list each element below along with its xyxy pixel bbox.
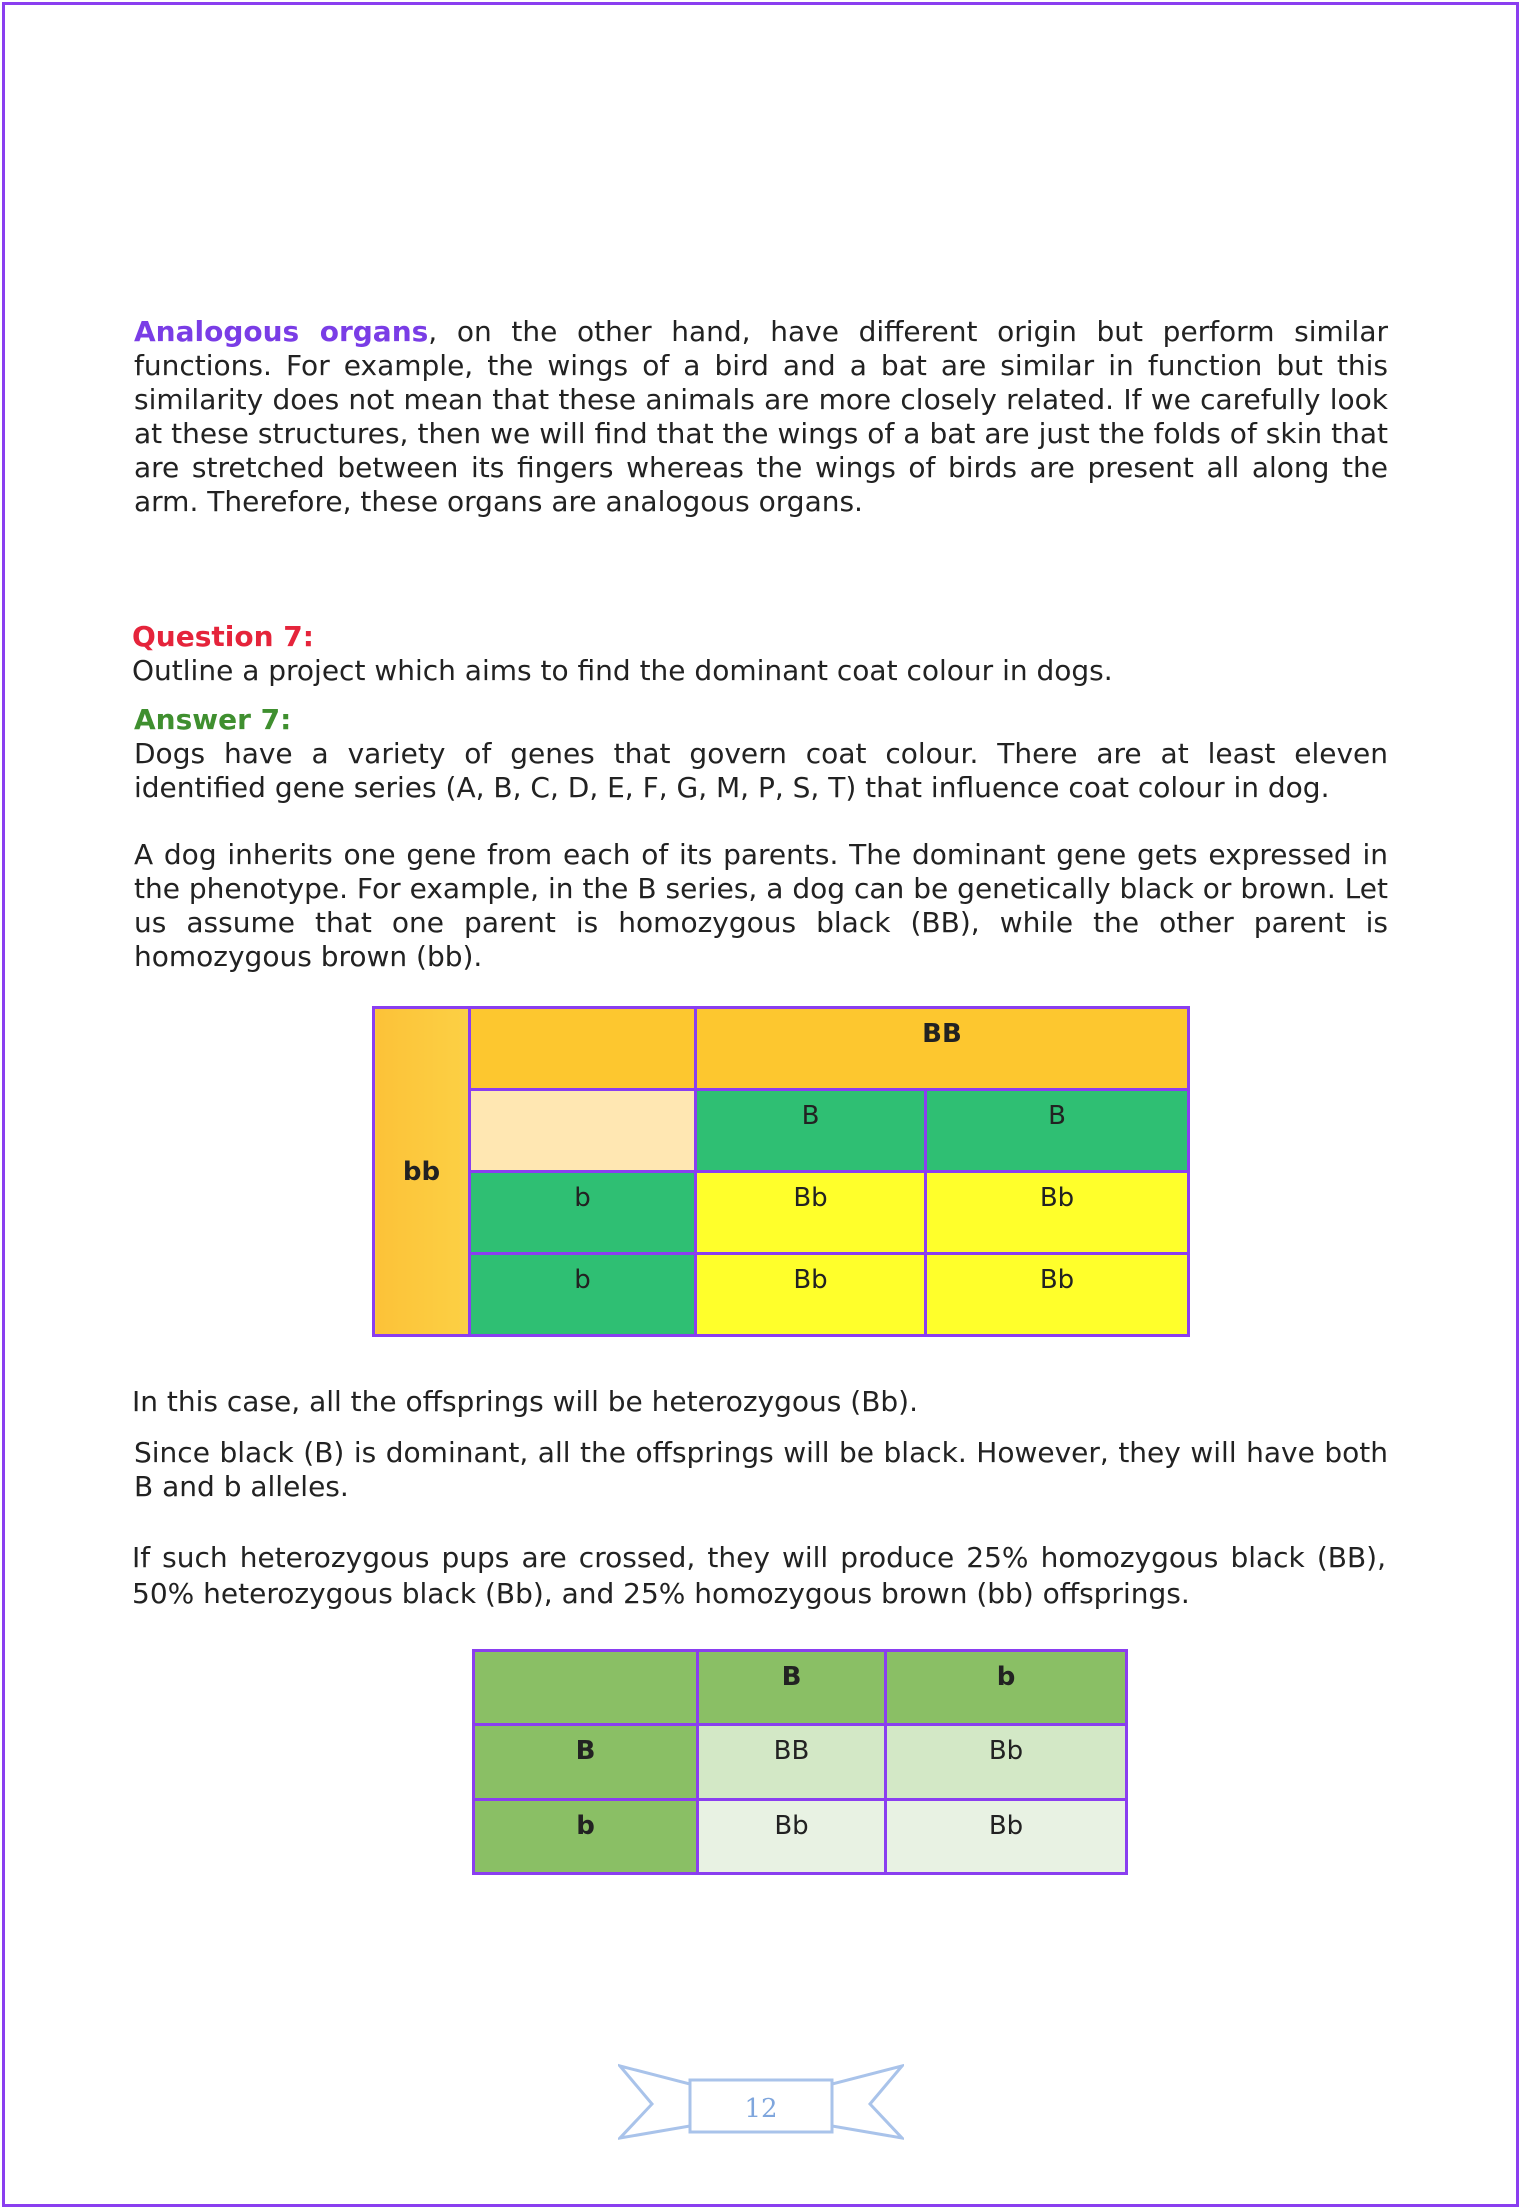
offspring-cell: Bb	[696, 1172, 926, 1254]
analogous-organs-paragraph	[134, 315, 1388, 519]
question-text: Outline a project which aims to find the dominant coat colour in dogs.	[132, 654, 1113, 687]
question-label-text: Question 7:	[132, 620, 314, 653]
answer-paragraph-2: A dog inherits one gene from each of its parents. The dominant gene gets expressed in the phenotype. For example, in the B series, a dog can be genetically black or brown. Let us assume that one parent is homozygous black (BB), while the other parent is homozygous brown (bb).	[134, 838, 1388, 973]
offspring-cell: Bb	[886, 1799, 1127, 1873]
side-parent-genotype: bb	[374, 1008, 470, 1336]
top-parent-genotype: BB	[696, 1008, 1189, 1090]
page-number: 12	[744, 2094, 778, 2124]
side-allele: b	[470, 1254, 696, 1336]
offspring-cell: Bb	[696, 1254, 926, 1336]
answer-paragraph-1: Dogs have a variety of genes that govern coat colour. There are at least eleven identified gene series (A, B, C, D, E, F, G, M, P, S, T) that influence coat colour in dog.	[134, 737, 1388, 804]
after-paragraph-2: Since black (B) is dominant, all the offsprings will be black. However, they will have both B and b alleles.	[134, 1436, 1388, 1503]
corner-cell	[470, 1008, 696, 1090]
top-allele: B	[696, 1090, 926, 1172]
top-allele: B	[926, 1090, 1189, 1172]
punnett-square-bb-x-bb	[372, 1006, 1190, 1337]
answer-label-text: Answer 7:	[134, 703, 292, 736]
answer-label	[134, 703, 1388, 737]
after-paragraph-1: In this case, all the offsprings will be heterozygous (Bb).	[132, 1385, 918, 1418]
question-label	[132, 620, 1386, 654]
offspring-cell: Bb	[698, 1799, 886, 1873]
offspring-cell: Bb	[926, 1254, 1189, 1336]
punnett-square-bb-x-bb-heterozygous	[472, 1649, 1128, 1875]
side-allele: b	[474, 1799, 698, 1873]
side-allele: B	[474, 1725, 698, 1799]
top-allele: B	[698, 1651, 886, 1725]
top-allele: b	[886, 1651, 1127, 1725]
corner-cell-inner	[470, 1090, 696, 1172]
offspring-cell: BB	[698, 1725, 886, 1799]
analogous-organs-text: , on the other hand, have different origin but perform similar functions. For example, the wings of a bird and a bat are similar in function but this similarity does not mean that these animals are more closely related. If we carefully look at these structures, then we will find that the wings of a bat are just the folds of skin that are stretched between its fingers whereas the wings of birds are present all along the arm. Therefore, these organs are analogous organs.	[134, 315, 1388, 518]
corner-cell	[474, 1651, 698, 1725]
side-allele: b	[470, 1172, 696, 1254]
offspring-cell: Bb	[886, 1725, 1127, 1799]
offspring-cell: Bb	[926, 1172, 1189, 1254]
after-paragraph-3: If such heterozygous pups are crossed, they will produce 25% homozygous black (BB), 50% heterozygous black (Bb), and 25% homozygous brown (bb) offsprings.	[132, 1541, 1386, 1610]
analogous-organs-term: Analogous organs	[134, 315, 429, 348]
